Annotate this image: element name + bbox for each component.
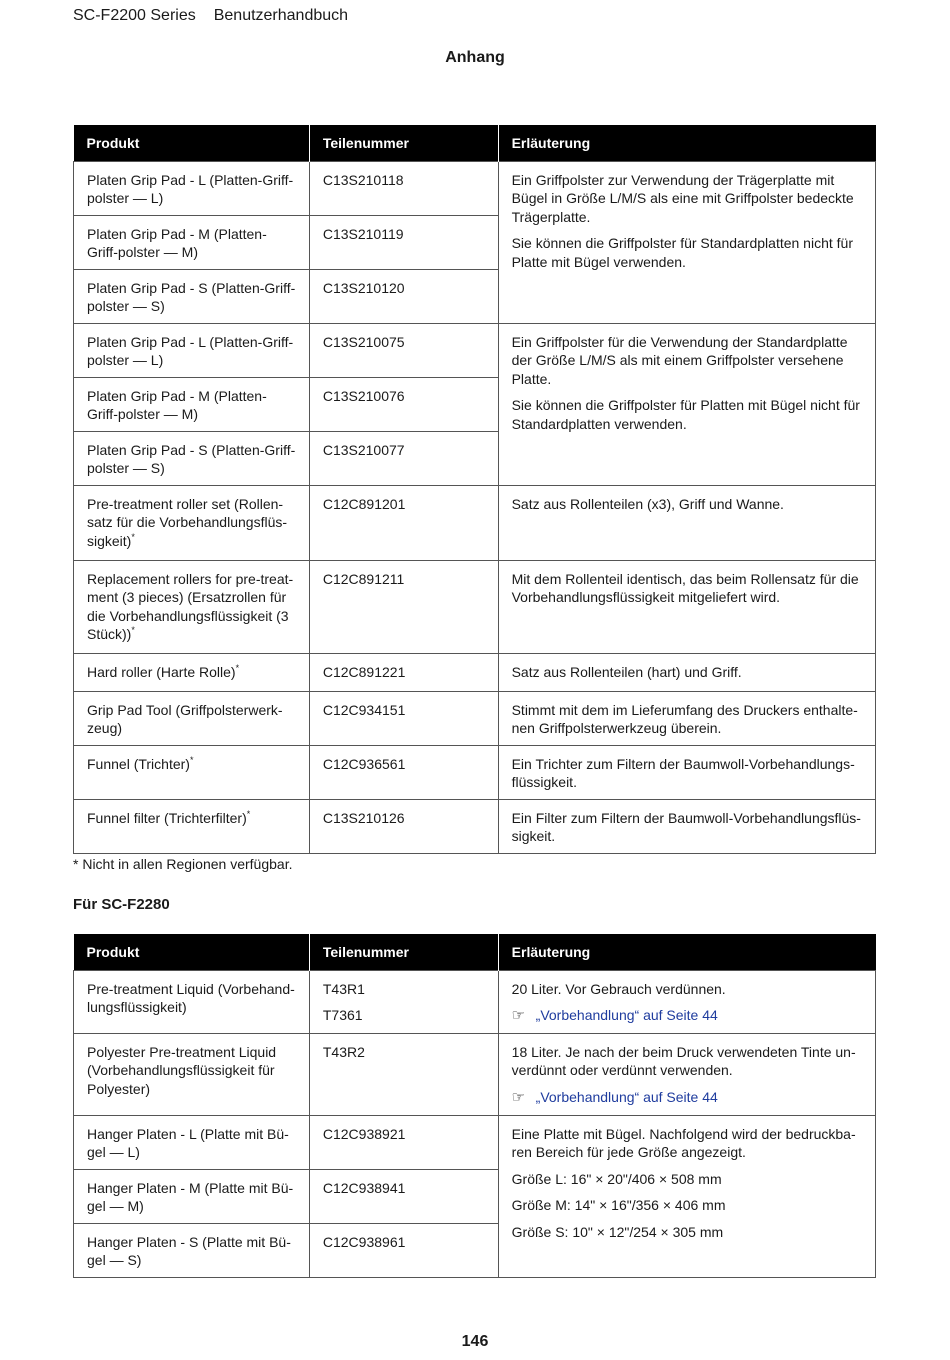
part-number-cell: T43R2 [309, 1033, 498, 1115]
description-cell: Ein Filter zum Filtern der Baumwoll-Vorbehandlungsflüs-sigkeit. [498, 799, 875, 853]
pointing-hand-icon: ☞ [511, 1007, 526, 1024]
table-row [74, 161, 876, 215]
column-header-product: Produkt [74, 125, 310, 161]
size-spec: Größe L: 16" × 20"/406 × 508 mm [511, 1170, 722, 1187]
footnote-marker: * [131, 625, 135, 635]
product-cell [74, 799, 310, 853]
footnote-marker: * [246, 808, 251, 819]
product-name: Funnel filter (Trichterfilter) [87, 809, 247, 826]
table-header-row [74, 125, 876, 161]
accessories-table [73, 125, 876, 854]
cross-reference-link[interactable]: „Vorbehandlung“ auf Seite 44 [535, 1007, 718, 1023]
pointing-hand-icon: ☞ [511, 1088, 526, 1106]
product-cell [74, 653, 310, 691]
footnote: * Nicht in allen Regionen verfügbar. [73, 856, 293, 872]
description-cell [498, 161, 875, 323]
description-text: 18 Liter. Je nach der beim Druck verwendeten Tinte un-verdünnt oder verdünnt verwenden. [511, 1043, 856, 1078]
product-cell: Pre-treatment Liquid (Vorbehand-lungsflüssigkeit) [74, 970, 310, 1033]
part-number-cell [309, 970, 498, 1033]
footnote-marker: * [131, 531, 135, 542]
part-number: T7361 [322, 1007, 363, 1023]
product-cell: Hanger Platen - S (Platte mit Bü-gel — S) [74, 1223, 310, 1277]
part-number-cell: C13S210126 [309, 799, 498, 853]
footnote-marker: * [189, 754, 194, 765]
description-cell: Ein Trichter zum Filtern der Baumwoll-Vorbehandlungs-flüssigkeit. [498, 745, 875, 799]
product-cell: Grip Pad Tool (Griffpolsterwerk-zeug) [74, 691, 310, 745]
product-cell: Platen Grip Pad - L (Platten-Griff-polster — L) [74, 323, 310, 377]
description-text: Ein Griffpolster für die Verwendung der Standardplatte der Größe L/M/S als mit einem Griffpolster versehene Platte. [511, 333, 848, 387]
column-header-part-number: Teilenummer [309, 125, 498, 161]
description-cell: Satz aus Rollenteilen (x3), Griff und Wanne. [498, 485, 875, 560]
table-row [74, 653, 876, 691]
part-number-cell: C13S210118 [309, 161, 498, 215]
part-number-cell: C12C936561 [309, 745, 498, 799]
description-cell: Stimmt mit dem im Lieferumfang des Druckers enthalte-nen Griffpolsterwerkzeug überein. [498, 691, 875, 745]
table-row [74, 323, 876, 377]
section-title: Anhang [445, 49, 505, 66]
sc-f2280-table [73, 934, 876, 1278]
description-cell [498, 323, 875, 485]
column-header-description: Erläuterung [498, 934, 875, 970]
table-row [74, 560, 876, 653]
table-row [74, 745, 876, 799]
part-number: T43R1 [322, 980, 365, 997]
part-number-cell: C12C938921 [309, 1115, 498, 1169]
part-number-cell: C12C938961 [309, 1223, 498, 1277]
part-number-cell: C13S210075 [309, 323, 498, 377]
cross-reference [512, 1006, 862, 1026]
header-manual: Benutzerhandbuch [213, 7, 349, 24]
table-row [74, 485, 876, 560]
column-header-part-number: Teilenummer [309, 934, 498, 970]
table-header-row [74, 934, 876, 970]
product-cell: Platen Grip Pad - S (Platten-Griff-polster — S) [74, 431, 310, 485]
page-number: 146 [461, 1333, 489, 1350]
size-spec: Größe S: 10" × 12"/254 × 305 mm [511, 1223, 724, 1240]
part-number-cell: C12C938941 [309, 1169, 498, 1223]
table-row [74, 691, 876, 745]
subsection-heading: Für SC-F2280 [73, 896, 170, 913]
cross-reference-link[interactable]: „Vorbehandlung“ auf Seite 44 [535, 1088, 718, 1105]
description-text: Sie können die Griffpolster für Standardplatten nicht für Platte mit Bügel verwenden. [511, 235, 853, 270]
running-header [73, 7, 348, 25]
description-cell [498, 1115, 875, 1277]
part-number-cell: C13S210077 [309, 431, 498, 485]
product-cell: Hanger Platen - M (Platte mit Bü-gel — M) [74, 1169, 310, 1223]
product-cell: Polyester Pre-treatment Liquid (Vorbehandlungsflüssigkeit für Polyester) [74, 1033, 310, 1115]
description-cell [498, 1033, 875, 1115]
table-row [74, 1033, 876, 1115]
product-cell [74, 745, 310, 799]
product-cell [74, 485, 310, 560]
product-name: Funnel (Trichter) [87, 755, 190, 772]
part-number-cell: C13S210119 [309, 215, 498, 269]
description-text: Eine Platte mit Bügel. Nachfolgend wird der bedruckba-ren Bereich für jede Größe angezeigt. [511, 1125, 856, 1160]
footnote-marker: * [235, 662, 240, 673]
column-header-description: Erläuterung [498, 125, 875, 161]
product-name: Pre-treatment roller set (Rollen-satz für die Vorbehandlungsflüs-sigkeit) [87, 495, 288, 549]
product-cell: Platen Grip Pad - M (Platten-Griff-polster — M) [74, 215, 310, 269]
header-series: SC-F2200 Series [73, 7, 196, 24]
part-number-cell: C12C891201 [309, 485, 498, 560]
description-cell: Mit dem Rollenteil identisch, das beim Rollensatz für die Vorbehandlungsflüssigkeit mitgeliefert wird. [498, 560, 875, 653]
description-text: Ein Griffpolster zur Verwendung der Trägerplatte mit Bügel in Größe L/M/S als eine mit Griffpolster bedeckte Trägerplatte. [511, 171, 854, 225]
table-row [74, 1115, 876, 1169]
part-number-cell: C13S210076 [309, 377, 498, 431]
cross-reference [512, 1088, 862, 1108]
product-name: Replacement rollers for pre-treat-ment (3 pieces) (Ersatzrollen für die Vorbehandlungsflüssigkeit (3 Stück)) [87, 570, 294, 642]
part-number-cell: C12C934151 [309, 691, 498, 745]
part-number-cell: C12C891221 [309, 653, 498, 691]
column-header-product: Produkt [74, 934, 310, 970]
size-spec: Größe M: 14" × 16"/356 × 406 mm [511, 1197, 726, 1213]
product-cell: Platen Grip Pad - S (Platten-Griff-polster — S) [74, 269, 310, 323]
description-cell: Satz aus Rollenteilen (hart) und Griff. [498, 653, 875, 691]
product-cell: Hanger Platen - L (Platte mit Bü-gel — L) [74, 1115, 310, 1169]
table-row [74, 799, 876, 853]
table-row [74, 970, 876, 1033]
description-cell [498, 970, 875, 1033]
part-number-cell: C12C891211 [309, 560, 498, 653]
description-text: 20 Liter. Vor Gebrauch verdünnen. [511, 980, 726, 997]
part-number-cell: C13S210120 [309, 269, 498, 323]
description-text: Sie können die Griffpolster für Platten mit Bügel nicht für Standardplatten verwenden. [511, 397, 860, 432]
product-cell: Platen Grip Pad - L (Platten-Griff-polster — L) [74, 161, 310, 215]
product-name: Hard roller (Harte Rolle) [87, 663, 236, 680]
product-cell: Platen Grip Pad - M (Platten-Griff-polster — M) [74, 377, 310, 431]
product-cell [74, 560, 310, 653]
